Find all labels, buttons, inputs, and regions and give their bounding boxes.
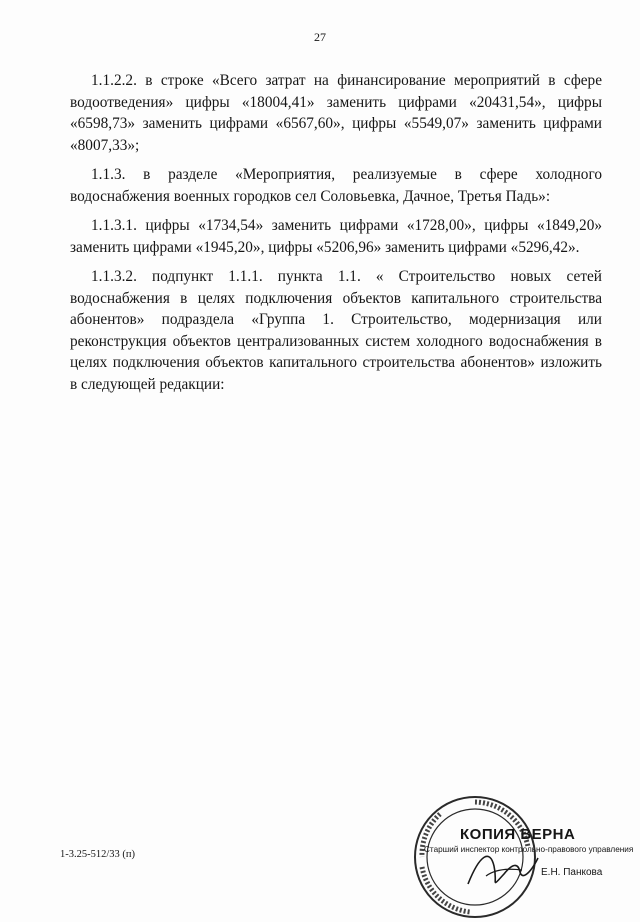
paragraph-1-1-2-2: 1.1.2.2. в строке «Всего затрат на финансирование мероприятий в сфере водоотведения» цифры «18004,41» заменить цифрами «20431,54», цифры «6598,73» заменить цифрами «6567,60», цифры «5549,07» заменить цифрами «8007,33»; xyxy=(70,72,602,154)
paragraph-1-1-3-1: 1.1.3.1. цифры «1734,54» заменить цифрами «1728,00», цифры «1849,20» заменить цифрами «1945,20», цифры «5206,96» заменить цифрами «5296,42». xyxy=(70,217,602,256)
certification-stamp xyxy=(400,788,640,913)
document-body xyxy=(70,70,602,403)
paragraph-1-1-3-2: 1.1.3.2. подпункт 1.1.1. пункта 1.1. « Строительство новых сетей водоснабжения в целях подключения объектов капитального строительства абонентов» подраздела «Группа 1. Строительство, модернизация или реконструкция объектов централизованных систем холодного водоснабжения в целях подключения объектов капитального строительства абонентов» изложить в следующей редакции: xyxy=(70,268,602,393)
signature-icon xyxy=(460,844,550,894)
paragraph-1-1-3: 1.1.3. в разделе «Мероприятия, реализуемые в сфере холодного водоснабжения военных городков сел Соловьевка, Дачное, Третья Падь»: xyxy=(70,166,602,205)
certifier-position: Старший инспектор контрольно-правового управления xyxy=(424,845,634,854)
certified-copy-label: КОПИЯ ВЕРНА xyxy=(460,826,576,843)
certifier-name: Е.Н. Панкова xyxy=(541,867,603,878)
page-number: 27 xyxy=(314,30,326,44)
document-code: 1-3.25-512/33 (п) xyxy=(60,849,136,860)
